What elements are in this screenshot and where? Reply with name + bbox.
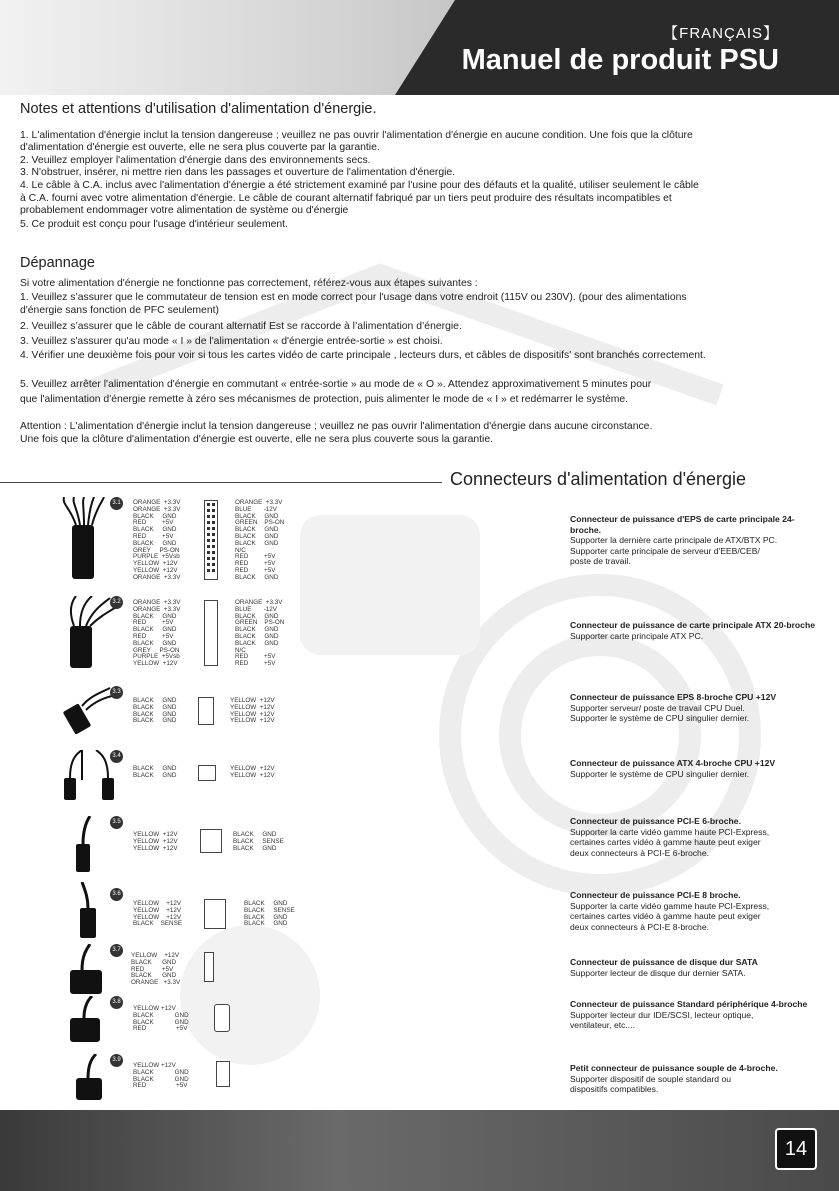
pinout-diagram [204, 899, 226, 929]
notes-line: 2. Veuillez employer l'alimentation d'énergie dans des environnements secs. [20, 155, 371, 166]
connector-detail: Supporter carte principale de serveur d'EEB/CEB/ [570, 545, 760, 556]
connector-description [570, 514, 820, 567]
connector-image-floppy [62, 1054, 102, 1109]
connector-detail: poste de travail. [570, 556, 631, 567]
pin-list-left: BLACK GND BLACK GND [133, 765, 177, 779]
connector-description [570, 890, 820, 932]
pinout-diagram [198, 765, 216, 781]
connector-number-badge: 3.4 [110, 750, 123, 763]
connector-description [570, 999, 820, 1031]
pinout-diagram [204, 500, 218, 580]
attention-line: Une fois que la clôture d'alimentation d'énergie est ouverte, elle ne sera plus couverte sous la garantie. [20, 434, 493, 445]
connector-description [570, 1063, 820, 1095]
connector-title: Connecteur de puissance PCI-E 8 broche. [570, 890, 741, 900]
connector-description [570, 692, 820, 724]
troubleshoot-line: 1. Veuillez s’assurer que le commutateur de tension est en mode correct pour l'usage dans votre endroit (115V ou 230V). (pour des alimentations [20, 292, 687, 303]
connector-detail: ventilateur, etc.... [570, 1020, 635, 1031]
pin-list-right: YELLOW +12V YELLOW +12V YELLOW +12V YELLOW +12V [230, 697, 275, 725]
connector-detail: Supporter carte principale ATX PC. [570, 630, 704, 641]
connector-detail: deux connecteurs à PCI-E 6-broche. [570, 847, 710, 858]
connectors-heading: Connecteurs d'alimentation d'énergie [450, 469, 747, 489]
connector-detail: Supporter dispositif de souple standard ou [570, 1073, 731, 1084]
connector-number-badge: 3.8 [110, 996, 123, 1009]
pinout-diagram [216, 1061, 230, 1087]
connector-title: Connecteur de puissance EPS 8-broche CPU +12V [570, 692, 777, 702]
connector-title: Connecteur de puissance PCI-E 6-broche. [570, 816, 741, 826]
connector-title: Connecteur de puissance de disque dur SATA [570, 957, 758, 967]
pin-list-left: YELLOW +12V BLACK GND BLACK GND RED +5V [133, 1005, 189, 1033]
pin-list-right: ORANGE +3.3V BLUE -12V BLACK GND GREEN PS-ON BLACK GND BLACK GND BLACK GND N/C RED +5V RED +5V RED +5V BLACK GND [235, 499, 285, 581]
connector-description [570, 758, 820, 779]
pin-list-left: YELLOW +12V BLACK GND RED +5V BLACK GND ORANGE +3.3V [131, 952, 181, 987]
connector-detail: dispositifs compatibles. [570, 1084, 659, 1095]
pinout-diagram [200, 829, 222, 853]
troubleshoot-line: d'énergie sans fonction de PFC seulement) [20, 305, 219, 316]
connector-image-molex [62, 996, 102, 1051]
connector-detail: Supporter la carte vidéo gamme haute PCI-Express, [570, 900, 770, 911]
pin-list-right: YELLOW +12V YELLOW +12V [230, 765, 275, 779]
notes-line: 5. Ce produit est conçu pour l'usage d'intérieur seulement. [20, 219, 288, 230]
connector-title: Connecteur de puissance d'EPS de carte principale 24-broche. [570, 514, 795, 535]
troubleshoot-line: 4. Vérifier une deuxième fois pour voir si tous les cartes vidéo de carte principale , lecteurs durs, et câbles de dispositifs' sont branchés correctement. [20, 350, 706, 361]
connector-detail: Supporter la carte vidéo gamme haute PCI-Express, [570, 826, 770, 837]
page-header [0, 0, 839, 95]
connector-title: Connecteur de puissance de carte principale ATX 20-broche [570, 620, 815, 630]
connector-number-badge: 3.6 [110, 888, 123, 901]
pin-list-right: ORANGE +3.3V BLUE -12V BLACK GND GREEN PS-ON BLACK GND BLACK GND BLACK GND N/C RED +5V RED +5V [235, 599, 285, 668]
troubleshoot-heading: Dépannage [20, 255, 95, 271]
connector-image-24pin [62, 497, 112, 587]
pinout-diagram [204, 600, 218, 666]
troubleshoot-line: que l'alimentation d'énergie remette à zéro ses mécanismes de protection, puis alimenter le mode de « I » et redémarrer le système. [20, 394, 629, 405]
connector-title: Connecteur de puissance Standard périphérique 4-broche [570, 999, 808, 1009]
connector-number-badge: 3.3 [110, 686, 123, 699]
connector-image-pcie6 [62, 816, 92, 879]
connector-detail: Supporter le système de CPU singulier dernier. [570, 713, 750, 724]
pinout-diagram [204, 952, 214, 982]
attention-line: Attention : L'alimentation d'énergie inclut la tension dangereuse ; veuillez ne pas ouvrir l'alimentation d'énergie dans aucune circonstance. [20, 421, 653, 432]
connector-detail: Supporter lecteur dur IDE/SCSI, lecteur optique, [570, 1009, 754, 1020]
notes-line: à C.A. fourni avec votre alimentation d'énergie. Le câble de courant alternatif fabriqué par un tiers peut produire des résultats incompatibles et [20, 193, 672, 204]
page-number: 14 [775, 1128, 817, 1170]
connector-detail: deux connecteurs à PCI-E 8-broche. [570, 921, 710, 932]
connector-number-badge: 3.1 [110, 497, 123, 510]
connector-description [570, 957, 820, 978]
connector-description [570, 816, 820, 858]
connector-number-badge: 3.5 [110, 816, 123, 829]
connector-detail: certaines cartes vidéo à gamme haute peut exiger [570, 911, 761, 922]
pinout-diagram [198, 697, 214, 725]
connector-detail: Supporter la dernière carte principale de ATX/BTX PC. [570, 535, 778, 546]
troubleshoot-line: 2. Veuillez s’assurer que le câble de courant alternatif Est se raccorde à l’alimentation d’énergie. [20, 321, 462, 332]
connector-description [570, 620, 820, 641]
pin-list-left: YELLOW +12V BLACK GND BLACK GND RED +5V [133, 1062, 189, 1090]
connector-image-eps8 [62, 686, 112, 741]
pin-list-right: BLACK GND BLACK SENSE BLACK GND BLACK GND [244, 900, 295, 928]
language-label: 【FRANÇAIS】 [663, 25, 779, 42]
troubleshoot-line: Si votre alimentation d'énergie ne fonctionne pas correctement, référez-vous aux étapes suivantes : [20, 278, 478, 289]
page-footer [0, 1110, 839, 1191]
pin-list-left: ORANGE +3.3V ORANGE +3.3V BLACK GND RED +5V BLACK GND RED +5V BLACK GND GREY PS-ON PURPLE +5Vsb YELLOW +12V YELLOW +12V ORANGE +3.3V [133, 499, 181, 581]
connector-image-pcie8 [62, 882, 102, 945]
pin-list-right: BLACK GND BLACK SENSE BLACK GND [233, 831, 284, 852]
pin-list-left: YELLOW +12V YELLOW +12V YELLOW +12V BLACK SENSE [133, 900, 182, 928]
troubleshoot-line: 5. Veuillez arrêter l'alimentation d'énergie en commutant « entrée-sortie » au mode de « O ». Attendez approximativement 5 minutes pour [20, 379, 652, 390]
pin-list-left: ORANGE +3.3V ORANGE +3.3V BLACK GND RED +5V BLACK GND RED +5V BLACK GND GREY PS-ON PURPLE +5Vsb YELLOW +12V [133, 599, 181, 668]
notes-line: 4. Le câble à C.A. inclus avec l'alimentation d'énergie a été strictement examiné par l'usine pour des défauts et la qualité, utiliser seulement le câble [20, 180, 699, 191]
page-title: Manuel de produit PSU [461, 44, 779, 76]
notes-line: 3. N'obstruer, insérer, ni mettre rien dans les passages et ouverture de l'alimentation d'énergie. [20, 167, 456, 178]
notes-line: probablement endommager votre alimentation de système ou d'énergie [20, 205, 349, 216]
pin-list-left: BLACK GND BLACK GND BLACK GND BLACK GND [133, 697, 177, 725]
connector-number-badge: 3.9 [110, 1054, 123, 1067]
troubleshoot-line: 3. Veuillez s'assurer qu'au mode « I » de l'alimentation « d'énergie entrée-sortie » est choisi. [20, 336, 443, 347]
connector-detail: Supporter lecteur de disque dur dernier SATA. [570, 967, 746, 978]
notes-line: 1. L'alimentation d'énergie inclut la tension dangereuse ; veuillez ne pas ouvrir l'alimentation d'énergie en aucune condition. Une fois que la clôture [20, 130, 693, 141]
connector-detail: Supporter le système de CPU singulier dernier. [570, 768, 750, 779]
connector-title: Petit connecteur de puissance souple de 4-broche. [570, 1063, 778, 1073]
pin-list-left: YELLOW +12V YELLOW +12V YELLOW +12V [133, 831, 178, 852]
connector-title: Connecteur de puissance ATX 4-broche CPU +12V [570, 758, 776, 768]
notes-line: d'alimentation d'énergie est ouverte, elle ne sera plus couverte par la garantie. [20, 142, 380, 153]
connector-detail: Supporter serveur/ poste de travail CPU Duel. [570, 702, 745, 713]
connector-number-badge: 3.2 [110, 596, 123, 609]
notes-heading: Notes et attentions d'utilisation d'alimentation d'énergie. [20, 101, 377, 117]
connector-detail: certaines cartes vidéo à gamme haute peut exiger [570, 837, 761, 848]
section-rule [0, 482, 442, 483]
pinout-diagram [214, 1004, 230, 1032]
connector-number-badge: 3.7 [110, 944, 123, 957]
